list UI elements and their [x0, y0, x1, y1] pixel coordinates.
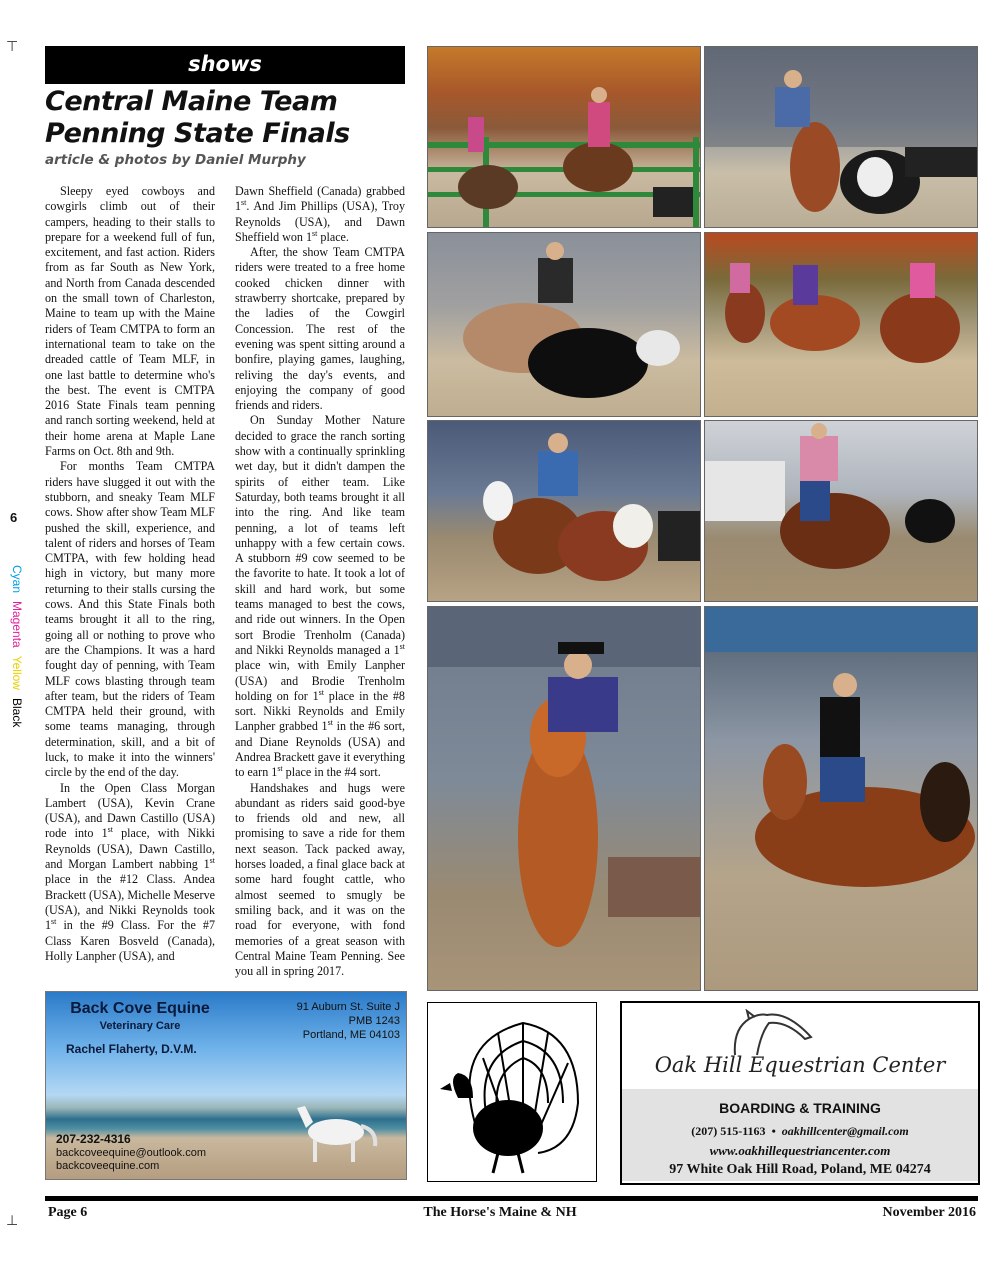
photo-roan-horse-black-cow: [427, 232, 701, 417]
text-run: in the #6 sort, and Diane Reynolds (USA) and Andrea Brackett gave it everything to earn 1: [235, 719, 405, 780]
text-run: . And Jim Phillips (USA), Troy Reynolds (USA), and Dawn Sheffield won 1: [235, 199, 405, 244]
back-cove-equine-ad: [45, 991, 407, 1180]
ad-address: 97 White Oak Hill Road, Poland, ME 04274: [669, 1162, 931, 1177]
superscript: st: [318, 687, 324, 697]
superscript: st: [51, 917, 57, 927]
crop-mark-top: ⊤: [6, 39, 19, 55]
superscript: st: [107, 825, 113, 835]
photo-rider-pink-shirt: [704, 420, 978, 602]
paragraph: [45, 781, 215, 965]
ad-service: BOARDING & TRAINING: [719, 1100, 881, 1116]
text-run: place in the #8 sort. Nikki Reynolds and Emily Lanpher grabbed 1: [235, 688, 405, 734]
color-label-cyan: Cyan: [10, 565, 24, 594]
white-horse-image: [291, 1100, 381, 1165]
superscript: st: [312, 228, 318, 238]
text-run: place win, with Emily Lanpher (USA) and Brodie Trenholm holding on for 1: [235, 658, 405, 703]
turkey-illustration: [427, 1002, 597, 1182]
ad-email[interactable]: oakhillcenter@gmail.com: [781, 1124, 909, 1138]
photo-rider-hereford-cow: [427, 420, 701, 602]
side-page-number: 6: [10, 510, 18, 525]
text-run: place in the #4 sort.: [282, 765, 381, 780]
text-run: place, with Nikki Reynolds (USA), Dawn Castillo, and Morgan Lambert nabbing 1: [45, 826, 215, 872]
address-line: 91 Auburn St. Suite J: [296, 1001, 400, 1013]
oak-hill-ad: [620, 1001, 980, 1185]
ad-website[interactable]: www.oakhillequestriancenter.com: [709, 1143, 891, 1158]
article-column-1: [45, 184, 215, 964]
paragraph: Sleepy eyed cowboys and cowgirls climb out of their campers, heading to their stalls to prepare for a weekend full of fun, excitement, and fast action. Riders from as far South as New York, and North from Canada descended on the small town of Charleston, Maine to team up with the Maine riders of Team CMTPA to form an international team to take on the dreaded cattle of Team MLF, in one last battle to determine who's the best. The event is CMTPA 2016 State Finals team penning and ranch sorting weekend, held at their home arena at Maple Lane Farms on Oct. 8th and 9th.: [45, 184, 215, 459]
ad-subtitle: Veterinary Care: [99, 1020, 181, 1032]
text-run: On Sunday Mother Nature decided to grace the ranch sorting show with a continually sprinkling wet day, but it didn't dampen the spirits of either team. Like Saturday, both teams brought it all into the ring. And like team penning, a lot of teams left unhappy with a few certain cows. A stubborn #9 cow seemed to be the favorite to hate. It took a lot of skill and hard work, but some teams managed to best the cows, and ride out winners. In the Open sort Brodie Trenholm (Canada) and Nikki Reynolds managed a 1: [235, 413, 405, 657]
footer-date: November 2016: [882, 1205, 976, 1220]
horse-head-logo-icon: [727, 1009, 817, 1057]
ad-phone: 207-232-4316: [56, 1132, 131, 1146]
address-line: Portland, ME 04103: [302, 1029, 400, 1041]
superscript: st: [241, 198, 247, 208]
paragraph: After, the show Team CMTPA riders were treated to a free home cooked chicken dinner with strawberry shortcake, prepared by the ladies of the Cowgirl Concession. The rest of the evening was spent sitting around a bonfire, playing games, laughing, reliving the day's events, and enjoying the company of good friends and riders.: [235, 245, 405, 413]
photo-three-riders: [704, 232, 978, 417]
article-column-2: [235, 184, 405, 979]
paragraph: For months Team CMTPA riders have slugged it out with the stubborn, and sneaky Team MLF cows. Show after show Team MLF pushed the skill, experience, and talent of riders and horses of Team CMTPA, with few holding head high in victory, but many more returning to their stalls cursing the cows. And this State Finals both teams brought it all to the ring, going all or nothing to prove who are the Champions. It was a hard fought day of penning, with Team MLF cows blasting through team after team, but the riders of Team CMTPA held their ground, with some teams managing, through determination, skill, and a bit of luck, to make it into the winners' circle by the end of the day.: [45, 459, 215, 780]
ad-doctor-name: Rachel Flaherty, D.V.M.: [66, 1042, 197, 1056]
footer-rule: [45, 1196, 978, 1201]
footer-publication: The Horse's Maine & NH: [423, 1205, 577, 1220]
title-line-1: Central Maine Team: [45, 86, 338, 117]
ad-address: [297, 1000, 400, 1042]
photo-riders-at-gate: [427, 46, 701, 228]
photo-cowgirl-turning: [704, 606, 978, 991]
color-label-yellow: Yellow: [10, 655, 24, 690]
text-run: In the Open Class Morgan Lambert (USA), Kevin Crane (USA), and Dawn Castillo (USA) rode into 1: [45, 780, 215, 841]
section-banner: shows: [45, 46, 405, 84]
title-line-2: Penning State Finals: [45, 118, 350, 149]
address-line: PMB 1243: [348, 1015, 400, 1027]
paragraph: [235, 413, 405, 780]
superscript: st: [277, 764, 283, 774]
photo-roper-cowboy: [427, 606, 701, 991]
footer-page-number: Page 6: [48, 1205, 88, 1220]
ad-email[interactable]: backcoveequine@outlook.com: [56, 1147, 206, 1159]
text-run: place.: [317, 229, 349, 244]
photo-rider-chasing-cow: [704, 46, 978, 228]
ad-business-name: Back Cove Equine: [70, 1000, 210, 1017]
article-title: [45, 86, 415, 150]
text-run: in the #9 Class. For the #7 Class Karen Bosveld (Canada), Holly Lanpher (USA), and: [45, 918, 215, 963]
ad-phone: (207) 515-1163: [691, 1124, 766, 1138]
superscript: st: [209, 856, 215, 866]
ad-website[interactable]: backcoveequine.com: [56, 1160, 160, 1172]
text-run: Dawn Sheffield (Canada) grabbed 1: [235, 184, 405, 214]
ad-info-panel: [622, 1089, 978, 1181]
color-label-black: Black: [10, 697, 24, 728]
color-registration-bar: [10, 565, 24, 765]
superscript: st: [399, 641, 405, 651]
color-label-magenta: Magenta: [10, 601, 24, 648]
text-run: place in the #12 Class. Andea Brackett (USA), Michelle Meserve (USA), and Nikki Reynolds took 1: [45, 872, 215, 933]
paragraph: Handshakes and hugs were abundant as riders said good-bye to friends old and new, all promising to save a ride for them next season. Tack packed away, horses loaded, a final glace back at some hard fought cattle, who almost seemed to smugly be smiling back, and it was on the road for everyone, with fond memories of a great season with Central Maine Team Penning. See you all in spring 2017.: [235, 780, 405, 979]
paragraph: [235, 184, 405, 245]
bullet-separator: •: [771, 1124, 776, 1138]
superscript: st: [327, 718, 333, 728]
ad-contact-line: [622, 1124, 978, 1139]
turkey-icon: [428, 1003, 596, 1181]
crop-mark-bottom: ⊥: [6, 1213, 19, 1229]
ad-business-name: Oak Hill Equestrian Center: [654, 1053, 946, 1077]
article-byline: article & photos by Daniel Murphy: [45, 152, 306, 168]
